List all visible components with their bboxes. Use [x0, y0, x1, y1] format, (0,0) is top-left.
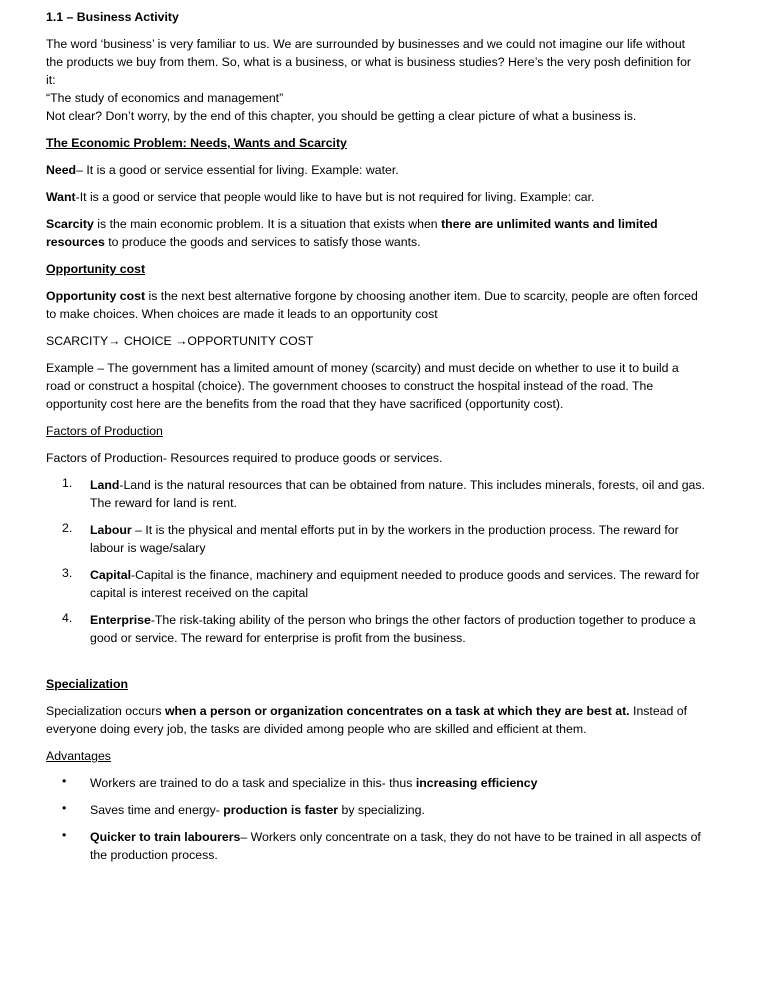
text-line — [90, 539, 738, 557]
text-run: Factors of Production — [46, 424, 163, 438]
heading-factors-of-production — [46, 422, 738, 440]
bold-text: Scarcity — [46, 217, 94, 231]
section-title — [46, 8, 738, 26]
text-line — [46, 107, 738, 125]
bold-text: there are unlimited wants and limited — [441, 217, 658, 231]
bold-text: when a person or organization concentrates on a task at which they are best at. — [164, 704, 630, 718]
text-run: Not clear? Don’t worry, by the end of this chapter, you should be getting a clear picture of what a business is. — [46, 109, 637, 123]
text-line — [46, 233, 738, 251]
text-run: by specializing. — [338, 803, 425, 817]
text-run: – Workers only concentrate on a task, they do not have to be trained in all aspects of — [240, 830, 701, 844]
text-run: – It is the physical and mental efforts put in by the workers in the production process. The reward for — [131, 523, 679, 537]
bullet-icon: • — [62, 774, 67, 788]
bold-text: resources — [46, 235, 105, 249]
text-run: Specialization occurs — [46, 704, 165, 718]
bold-text: Opportunity cost — [46, 289, 146, 303]
text-run: is the main economic problem. It is a situation that exists when — [93, 217, 442, 231]
want-definition — [46, 188, 738, 206]
text-run: -Capital is the finance, machinery and equipment needed to produce goods and services. The reward for — [131, 568, 700, 582]
text-run: is the next best alternative forgone by choosing another item. Due to scarcity, people are often forced — [145, 289, 698, 303]
bold-text: Land — [90, 478, 120, 492]
text-line — [90, 521, 738, 539]
text-line — [46, 747, 738, 765]
text-line — [46, 188, 738, 206]
text-run: road or construct a hospital (choice). The government chooses to construct the hospital instead of the road. The — [46, 379, 654, 393]
text-line — [46, 260, 738, 278]
opportunity-cost-definition — [46, 287, 738, 323]
text-line — [46, 377, 738, 395]
text-run: it: — [46, 73, 56, 87]
text-line — [90, 774, 738, 792]
bold-text: Enterprise — [90, 613, 151, 627]
text-line — [90, 494, 738, 512]
text-line — [46, 215, 738, 233]
bold-text: Want — [46, 190, 76, 204]
text-run: -It is a good or service that people would like to have but is not required for living. Example: car. — [75, 190, 595, 204]
text-run: The word ‘business’ is very familiar to us. We are surrounded by businesses and we could not imagine our life without — [46, 37, 686, 51]
text-run: Example – The government has a limited amount of money (scarcity) and must decide on whether to use it to build a — [46, 361, 679, 375]
text-run: the production process. — [90, 848, 218, 862]
bold-text: Specialization — [46, 677, 129, 691]
bold-text: production is faster — [223, 803, 339, 817]
text-line — [46, 53, 738, 71]
text-line — [46, 35, 738, 53]
text-line — [90, 801, 738, 819]
text-line — [46, 332, 738, 350]
bold-text: Labour — [90, 523, 132, 537]
text-line — [46, 675, 738, 693]
text-line — [90, 828, 738, 846]
text-line — [46, 702, 738, 720]
scarcity-definition — [46, 215, 738, 251]
text-line — [90, 566, 738, 584]
text-line — [46, 720, 738, 738]
text-run: opportunity cost here are the benefits from the road that they have sacrificed (opportunity cost). — [46, 397, 564, 411]
bullet-icon: • — [62, 828, 67, 842]
bold-text: Quicker to train labourers — [90, 830, 241, 844]
text-line — [90, 846, 738, 864]
text-run: labour is wage/salary — [90, 541, 206, 555]
bold-text: 1.1 – Business Activity — [46, 10, 179, 24]
text-line — [46, 134, 738, 152]
text-line — [46, 305, 738, 323]
text-run: The reward for land is rent. — [90, 496, 237, 510]
text-line — [46, 8, 738, 26]
heading-advantages — [46, 747, 738, 765]
text-run: Workers are trained to do a task and specialize in this- thus — [90, 776, 416, 790]
scarcity-chain — [46, 332, 738, 350]
text-line — [46, 395, 738, 413]
factor-item-land — [62, 476, 738, 512]
list-number: 4. — [62, 611, 73, 625]
bold-text: The Economic Problem: Needs, Wants and Scarcity — [46, 136, 347, 150]
text-line — [46, 359, 738, 377]
text-run: the products we buy from them. So, what is a business, or what is business studies? Here’s the very posh definition for — [46, 55, 691, 69]
text-run: Saves time and energy- — [90, 803, 224, 817]
bold-text: Opportunity cost — [46, 262, 146, 276]
advantage-item — [62, 801, 738, 819]
bold-text: increasing efficiency — [415, 776, 538, 790]
text-line — [90, 629, 738, 647]
factors-definition — [46, 449, 738, 467]
advantage-item — [62, 774, 738, 792]
text-run: -Land is the natural resources that can be obtained from nature. This includes minerals, forests, oil and gas. — [119, 478, 705, 492]
bold-text: Need — [46, 163, 77, 177]
text-run: everyone doing every job, the tasks are divided among people who are skilled and efficient at them. — [46, 722, 587, 736]
text-run: “The study of economics and management” — [46, 91, 284, 105]
text-run: SCARCITY→ CHOICE →OPPORTUNITY COST — [46, 334, 314, 348]
heading-opportunity-cost — [46, 260, 738, 278]
text-line — [46, 287, 738, 305]
intro-paragraph — [46, 35, 738, 125]
list-number: 2. — [62, 521, 73, 535]
text-line — [46, 422, 738, 440]
text-run: Factors of Production- Resources required to produce goods or services. — [46, 451, 443, 465]
specialization-definition — [46, 702, 738, 738]
text-line — [46, 161, 738, 179]
text-line — [46, 89, 738, 107]
text-line — [90, 584, 738, 602]
text-line — [46, 71, 738, 89]
text-run: Advantages — [46, 749, 111, 763]
opportunity-cost-example — [46, 359, 738, 413]
factor-item-labour — [62, 521, 738, 557]
bullet-icon: • — [62, 801, 67, 815]
factor-item-enterprise — [62, 611, 738, 647]
text-line — [90, 476, 738, 494]
bold-text: Capital — [90, 568, 131, 582]
need-definition — [46, 161, 738, 179]
advantage-item — [62, 828, 738, 864]
text-run: – It is a good or service essential for living. Example: water. — [76, 163, 399, 177]
text-run: good or service. The reward for enterprise is profit from the business. — [90, 631, 466, 645]
text-run: Instead of — [629, 704, 688, 718]
text-run: capital is interest received on the capital — [90, 586, 309, 600]
factor-item-capital — [62, 566, 738, 602]
text-run: to make choices. When choices are made it leads to an opportunity cost — [46, 307, 438, 321]
text-run: to produce the goods and services to satisfy those wants. — [104, 235, 421, 249]
text-line — [90, 611, 738, 629]
text-line — [46, 449, 738, 467]
heading-economic-problem — [46, 134, 738, 152]
text-run: -The risk-taking ability of the person who brings the other factors of production together to produce a — [150, 613, 696, 627]
list-number: 3. — [62, 566, 73, 580]
list-number: 1. — [62, 476, 73, 490]
heading-specialization — [46, 675, 738, 693]
